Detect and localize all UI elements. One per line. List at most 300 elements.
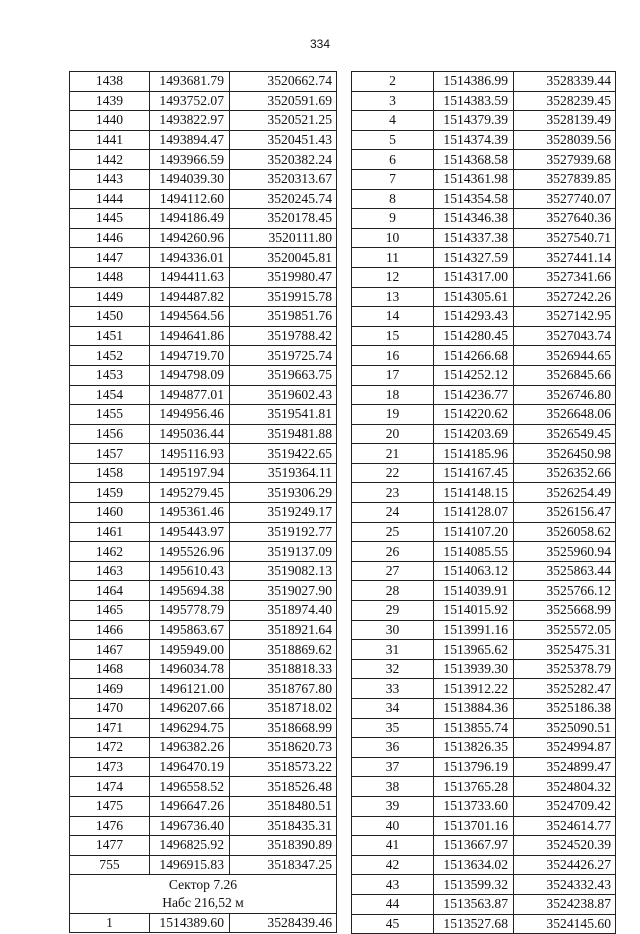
x-coordinate: 1496121.00 xyxy=(150,679,230,699)
coordinate-table-left xyxy=(69,71,337,933)
table-row xyxy=(352,581,616,601)
table-row xyxy=(352,483,616,503)
table-row xyxy=(352,561,616,581)
x-coordinate: 1514236.77 xyxy=(434,385,514,405)
point-number: 18 xyxy=(352,385,434,405)
point-number: 31 xyxy=(352,640,434,660)
x-coordinate: 1514128.07 xyxy=(434,503,514,523)
y-coordinate: 3526648.06 xyxy=(514,405,616,425)
y-coordinate: 3525766.12 xyxy=(514,581,616,601)
point-number: 19 xyxy=(352,405,434,425)
point-number: 16 xyxy=(352,346,434,366)
point-number: 13 xyxy=(352,287,434,307)
table-row xyxy=(352,679,616,699)
point-number: 1456 xyxy=(70,424,150,444)
x-coordinate: 1514148.15 xyxy=(434,483,514,503)
x-coordinate: 1514039.91 xyxy=(434,581,514,601)
x-coordinate: 1496207.66 xyxy=(150,699,230,719)
y-coordinate: 3519915.78 xyxy=(230,287,337,307)
table-row xyxy=(352,326,616,346)
x-coordinate: 1514386.99 xyxy=(434,72,514,92)
y-coordinate: 3526549.45 xyxy=(514,424,616,444)
table-row xyxy=(70,385,337,405)
table-row xyxy=(70,365,337,385)
x-coordinate: 1495197.94 xyxy=(150,463,230,483)
x-coordinate: 1494956.46 xyxy=(150,405,230,425)
table-row xyxy=(70,150,337,170)
y-coordinate: 3518869.62 xyxy=(230,640,337,660)
y-coordinate: 3528139.49 xyxy=(514,111,616,131)
y-coordinate: 3525475.31 xyxy=(514,640,616,660)
point-number: 1475 xyxy=(70,796,150,816)
point-number: 45 xyxy=(352,914,434,934)
table-row xyxy=(352,757,616,777)
x-coordinate: 1496825.92 xyxy=(150,836,230,856)
y-coordinate: 3520662.74 xyxy=(230,72,337,92)
table-row xyxy=(352,699,616,719)
y-coordinate: 3520591.69 xyxy=(230,91,337,111)
table-row xyxy=(70,463,337,483)
table-row xyxy=(352,836,616,856)
y-coordinate: 3520451.43 xyxy=(230,130,337,150)
point-number: 41 xyxy=(352,836,434,856)
point-number: 1443 xyxy=(70,169,150,189)
point-number: 1464 xyxy=(70,581,150,601)
y-coordinate: 3519082.13 xyxy=(230,561,337,581)
y-coordinate: 3527839.85 xyxy=(514,169,616,189)
table-row xyxy=(70,855,337,875)
y-coordinate: 3520313.67 xyxy=(230,169,337,189)
point-number: 1449 xyxy=(70,287,150,307)
y-coordinate: 3524899.47 xyxy=(514,757,616,777)
table-row xyxy=(352,111,616,131)
table-row xyxy=(352,640,616,660)
point-number: 1450 xyxy=(70,307,150,327)
point-number: 1452 xyxy=(70,346,150,366)
point-number: 2 xyxy=(352,72,434,92)
x-coordinate: 1495279.45 xyxy=(150,483,230,503)
x-coordinate: 1513765.28 xyxy=(434,777,514,797)
table-row xyxy=(352,248,616,268)
point-number: 28 xyxy=(352,581,434,601)
x-coordinate: 1495443.97 xyxy=(150,522,230,542)
point-number: 5 xyxy=(352,130,434,150)
y-coordinate: 3526156.47 xyxy=(514,503,616,523)
point-number: 10 xyxy=(352,228,434,248)
x-coordinate: 1496294.75 xyxy=(150,718,230,738)
x-coordinate: 1496034.78 xyxy=(150,659,230,679)
point-number: 9 xyxy=(352,209,434,229)
point-number: 1457 xyxy=(70,444,150,464)
y-coordinate: 3524804.32 xyxy=(514,777,616,797)
x-coordinate: 1494487.82 xyxy=(150,287,230,307)
y-coordinate: 3518347.25 xyxy=(230,855,337,875)
y-coordinate: 3527939.68 xyxy=(514,150,616,170)
point-number: 34 xyxy=(352,699,434,719)
table-row xyxy=(70,91,337,111)
table-row xyxy=(70,796,337,816)
point-number: 1444 xyxy=(70,189,150,209)
table-row xyxy=(70,640,337,660)
x-coordinate: 1514266.68 xyxy=(434,346,514,366)
y-coordinate: 3524332.43 xyxy=(514,875,616,895)
y-coordinate: 3519027.90 xyxy=(230,581,337,601)
x-coordinate: 1513855.74 xyxy=(434,718,514,738)
y-coordinate: 3526944.65 xyxy=(514,346,616,366)
y-coordinate: 3525668.99 xyxy=(514,601,616,621)
coordinate-table-right xyxy=(351,71,616,934)
y-coordinate: 3518480.51 xyxy=(230,796,337,816)
y-coordinate: 3525960.94 xyxy=(514,542,616,562)
y-coordinate: 3519137.09 xyxy=(230,542,337,562)
point-number: 30 xyxy=(352,620,434,640)
table-row xyxy=(70,581,337,601)
x-coordinate: 1494260.96 xyxy=(150,228,230,248)
y-coordinate: 3525572.05 xyxy=(514,620,616,640)
table-row xyxy=(70,738,337,758)
point-number: 1446 xyxy=(70,228,150,248)
point-number: 26 xyxy=(352,542,434,562)
table-row xyxy=(352,620,616,640)
x-coordinate: 1496736.40 xyxy=(150,816,230,836)
x-coordinate: 1513527.68 xyxy=(434,914,514,934)
table-row xyxy=(70,483,337,503)
x-coordinate: 1514167.45 xyxy=(434,463,514,483)
point-number: 1467 xyxy=(70,640,150,660)
table-row xyxy=(70,326,337,346)
x-coordinate: 1495526.96 xyxy=(150,542,230,562)
point-number: 1454 xyxy=(70,385,150,405)
y-coordinate: 3525378.79 xyxy=(514,659,616,679)
table-row xyxy=(70,248,337,268)
sector-title: Сектор 7.26 xyxy=(70,875,337,894)
point-number: 1451 xyxy=(70,326,150,346)
y-coordinate: 3520245.74 xyxy=(230,189,337,209)
point-number: 1439 xyxy=(70,91,150,111)
y-coordinate: 3518921.64 xyxy=(230,620,337,640)
x-coordinate: 1493894.47 xyxy=(150,130,230,150)
point-number: 1459 xyxy=(70,483,150,503)
point-number: 36 xyxy=(352,738,434,758)
point-number: 1468 xyxy=(70,659,150,679)
x-coordinate: 1496915.83 xyxy=(150,855,230,875)
x-coordinate: 1495694.38 xyxy=(150,581,230,601)
table-row xyxy=(70,679,337,699)
y-coordinate: 3520111.80 xyxy=(230,228,337,248)
x-coordinate: 1514389.60 xyxy=(150,913,230,933)
point-number: 1471 xyxy=(70,718,150,738)
point-number: 1453 xyxy=(70,365,150,385)
point-number: 1438 xyxy=(70,72,150,92)
table-row xyxy=(70,346,337,366)
table-row xyxy=(70,522,337,542)
table-row xyxy=(70,228,337,248)
point-number: 8 xyxy=(352,189,434,209)
x-coordinate: 1494564.56 xyxy=(150,307,230,327)
table-row xyxy=(70,405,337,425)
table-row xyxy=(352,267,616,287)
table-row xyxy=(352,169,616,189)
table-row xyxy=(70,169,337,189)
point-number: 42 xyxy=(352,855,434,875)
point-number: 12 xyxy=(352,267,434,287)
y-coordinate: 3524994.87 xyxy=(514,738,616,758)
x-coordinate: 1494336.01 xyxy=(150,248,230,268)
table-row xyxy=(70,659,337,679)
y-coordinate: 3518526.48 xyxy=(230,777,337,797)
point-number: 1477 xyxy=(70,836,150,856)
table-row xyxy=(70,307,337,327)
x-coordinate: 1513991.16 xyxy=(434,620,514,640)
point-number: 1462 xyxy=(70,542,150,562)
x-coordinate: 1513965.62 xyxy=(434,640,514,660)
point-number: 6 xyxy=(352,150,434,170)
x-coordinate: 1496558.52 xyxy=(150,777,230,797)
x-coordinate: 1494798.09 xyxy=(150,365,230,385)
table-row xyxy=(352,816,616,836)
y-coordinate: 3518974.40 xyxy=(230,601,337,621)
point-number: 1466 xyxy=(70,620,150,640)
point-number: 11 xyxy=(352,248,434,268)
x-coordinate: 1496382.26 xyxy=(150,738,230,758)
x-coordinate: 1496470.19 xyxy=(150,757,230,777)
x-coordinate: 1495949.00 xyxy=(150,640,230,660)
sector-header-row xyxy=(70,894,337,913)
point-number: 1472 xyxy=(70,738,150,758)
point-number: 1461 xyxy=(70,522,150,542)
point-number: 1458 xyxy=(70,463,150,483)
y-coordinate: 3518435.31 xyxy=(230,816,337,836)
table-row xyxy=(70,287,337,307)
y-coordinate: 3519422.65 xyxy=(230,444,337,464)
y-coordinate: 3519663.75 xyxy=(230,365,337,385)
point-number: 23 xyxy=(352,483,434,503)
table-row xyxy=(352,228,616,248)
x-coordinate: 1513733.60 xyxy=(434,796,514,816)
y-coordinate: 3519851.76 xyxy=(230,307,337,327)
x-coordinate: 1495610.43 xyxy=(150,561,230,581)
point-number: 25 xyxy=(352,522,434,542)
y-coordinate: 3519788.42 xyxy=(230,326,337,346)
table-row xyxy=(70,561,337,581)
table-row xyxy=(352,365,616,385)
x-coordinate: 1496647.26 xyxy=(150,796,230,816)
table-row xyxy=(352,659,616,679)
point-number: 15 xyxy=(352,326,434,346)
x-coordinate: 1514107.20 xyxy=(434,522,514,542)
point-number: 44 xyxy=(352,894,434,914)
table-row xyxy=(70,542,337,562)
point-number: 32 xyxy=(352,659,434,679)
table-row xyxy=(352,444,616,464)
table-row xyxy=(352,150,616,170)
x-coordinate: 1513939.30 xyxy=(434,659,514,679)
y-coordinate: 3527043.74 xyxy=(514,326,616,346)
x-coordinate: 1514252.12 xyxy=(434,365,514,385)
table-row xyxy=(70,718,337,738)
table-row xyxy=(352,91,616,111)
y-coordinate: 3519364.11 xyxy=(230,463,337,483)
sector-header-row xyxy=(70,875,337,894)
table-row xyxy=(70,816,337,836)
y-coordinate: 3520045.81 xyxy=(230,248,337,268)
table-row xyxy=(352,777,616,797)
x-coordinate: 1514293.43 xyxy=(434,307,514,327)
x-coordinate: 1494877.01 xyxy=(150,385,230,405)
x-coordinate: 1513912.22 xyxy=(434,679,514,699)
x-coordinate: 1514185.96 xyxy=(434,444,514,464)
x-coordinate: 1513563.87 xyxy=(434,894,514,914)
x-coordinate: 1514280.45 xyxy=(434,326,514,346)
y-coordinate: 3518573.22 xyxy=(230,757,337,777)
point-number: 17 xyxy=(352,365,434,385)
point-number: 1447 xyxy=(70,248,150,268)
y-coordinate: 3519980.47 xyxy=(230,267,337,287)
x-coordinate: 1495116.93 xyxy=(150,444,230,464)
point-number: 33 xyxy=(352,679,434,699)
y-coordinate: 3526746.80 xyxy=(514,385,616,405)
x-coordinate: 1514379.39 xyxy=(434,111,514,131)
x-coordinate: 1513599.32 xyxy=(434,875,514,895)
point-number: 3 xyxy=(352,91,434,111)
point-number: 29 xyxy=(352,601,434,621)
x-coordinate: 1493966.59 xyxy=(150,150,230,170)
x-coordinate: 1494719.70 xyxy=(150,346,230,366)
table-row xyxy=(70,424,337,444)
y-coordinate: 3524520.39 xyxy=(514,836,616,856)
x-coordinate: 1513701.16 xyxy=(434,816,514,836)
table-row xyxy=(70,620,337,640)
point-number: 1465 xyxy=(70,601,150,621)
x-coordinate: 1514383.59 xyxy=(434,91,514,111)
y-coordinate: 3524145.60 xyxy=(514,914,616,934)
point-number: 1441 xyxy=(70,130,150,150)
table-row xyxy=(352,346,616,366)
y-coordinate: 3526845.66 xyxy=(514,365,616,385)
x-coordinate: 1494411.63 xyxy=(150,267,230,287)
table-row xyxy=(352,542,616,562)
table-row xyxy=(352,855,616,875)
table-row xyxy=(352,72,616,92)
y-coordinate: 3524614.77 xyxy=(514,816,616,836)
x-coordinate: 1495036.44 xyxy=(150,424,230,444)
y-coordinate: 3518767.80 xyxy=(230,679,337,699)
y-coordinate: 3519541.81 xyxy=(230,405,337,425)
table-row xyxy=(70,836,337,856)
table-row xyxy=(70,189,337,209)
point-number: 43 xyxy=(352,875,434,895)
y-coordinate: 3518620.73 xyxy=(230,738,337,758)
point-number: 1476 xyxy=(70,816,150,836)
table-row xyxy=(70,503,337,523)
point-number: 20 xyxy=(352,424,434,444)
x-coordinate: 1514063.12 xyxy=(434,561,514,581)
point-number: 35 xyxy=(352,718,434,738)
x-coordinate: 1514220.62 xyxy=(434,405,514,425)
table-row xyxy=(70,209,337,229)
point-number: 1469 xyxy=(70,679,150,699)
table-row xyxy=(70,913,337,933)
table-row xyxy=(70,777,337,797)
point-number: 755 xyxy=(70,855,150,875)
table-row xyxy=(352,875,616,895)
table-row xyxy=(70,444,337,464)
y-coordinate: 3526254.49 xyxy=(514,483,616,503)
y-coordinate: 3526058.62 xyxy=(514,522,616,542)
y-coordinate: 3524238.87 xyxy=(514,894,616,914)
y-coordinate: 3527640.36 xyxy=(514,209,616,229)
y-coordinate: 3527242.26 xyxy=(514,287,616,307)
point-number: 7 xyxy=(352,169,434,189)
x-coordinate: 1513884.36 xyxy=(434,699,514,719)
point-number: 1470 xyxy=(70,699,150,719)
x-coordinate: 1514327.59 xyxy=(434,248,514,268)
y-coordinate: 3518718.02 xyxy=(230,699,337,719)
x-coordinate: 1514337.38 xyxy=(434,228,514,248)
point-number: 1473 xyxy=(70,757,150,777)
x-coordinate: 1494112.60 xyxy=(150,189,230,209)
y-coordinate: 3525186.38 xyxy=(514,699,616,719)
x-coordinate: 1493822.97 xyxy=(150,111,230,131)
table-row xyxy=(70,111,337,131)
point-number: 39 xyxy=(352,796,434,816)
y-coordinate: 3528239.45 xyxy=(514,91,616,111)
x-coordinate: 1514317.00 xyxy=(434,267,514,287)
table-row xyxy=(70,72,337,92)
x-coordinate: 1495778.79 xyxy=(150,601,230,621)
y-coordinate: 3526450.98 xyxy=(514,444,616,464)
x-coordinate: 1495863.67 xyxy=(150,620,230,640)
table-row xyxy=(352,894,616,914)
point-number: 14 xyxy=(352,307,434,327)
table-row xyxy=(352,601,616,621)
y-coordinate: 3528439.46 xyxy=(230,913,337,933)
table-row xyxy=(352,130,616,150)
table-row xyxy=(70,601,337,621)
x-coordinate: 1514368.58 xyxy=(434,150,514,170)
table-row xyxy=(352,796,616,816)
x-coordinate: 1514085.55 xyxy=(434,542,514,562)
point-number: 21 xyxy=(352,444,434,464)
point-number: 1460 xyxy=(70,503,150,523)
x-coordinate: 1495361.46 xyxy=(150,503,230,523)
point-number: 40 xyxy=(352,816,434,836)
table-row xyxy=(352,503,616,523)
y-coordinate: 3527540.71 xyxy=(514,228,616,248)
point-number: 1463 xyxy=(70,561,150,581)
point-number: 37 xyxy=(352,757,434,777)
y-coordinate: 3519192.77 xyxy=(230,522,337,542)
point-number: 1445 xyxy=(70,209,150,229)
y-coordinate: 3520382.24 xyxy=(230,150,337,170)
x-coordinate: 1494039.30 xyxy=(150,169,230,189)
table-row xyxy=(352,424,616,444)
point-number: 27 xyxy=(352,561,434,581)
point-number: 1474 xyxy=(70,777,150,797)
y-coordinate: 3520521.25 xyxy=(230,111,337,131)
table-row xyxy=(352,385,616,405)
x-coordinate: 1494641.86 xyxy=(150,326,230,346)
table-row xyxy=(352,718,616,738)
table-row xyxy=(352,522,616,542)
point-number: 22 xyxy=(352,463,434,483)
y-coordinate: 3527142.95 xyxy=(514,307,616,327)
x-coordinate: 1513667.97 xyxy=(434,836,514,856)
sector-subtitle: Набс 216,52 м xyxy=(70,894,337,913)
point-number: 1455 xyxy=(70,405,150,425)
y-coordinate: 3520178.45 xyxy=(230,209,337,229)
point-number: 38 xyxy=(352,777,434,797)
